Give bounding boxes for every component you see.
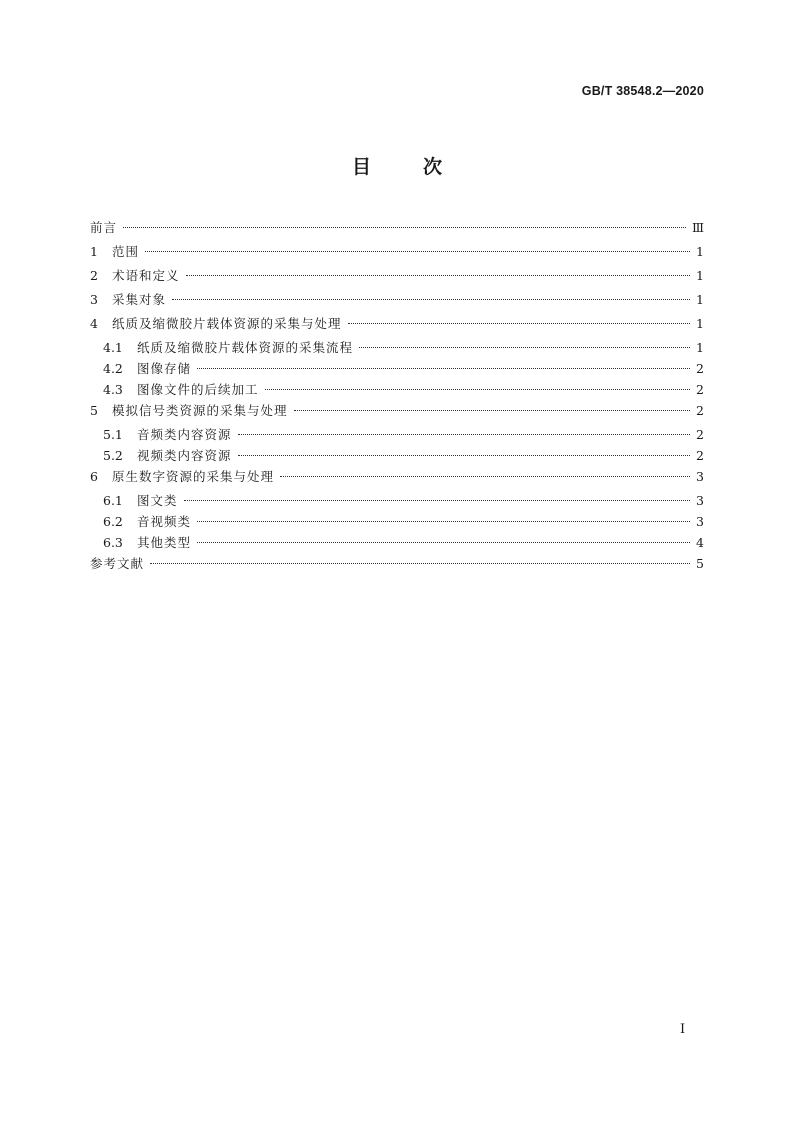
toc-entry-label: 前言 bbox=[90, 220, 118, 235]
toc-entry[interactable] bbox=[90, 490, 704, 511]
toc-entry-page: 1 bbox=[696, 268, 704, 283]
toc-entry-label: 图像存储 bbox=[137, 361, 192, 376]
toc-entry-number: 6.3 bbox=[103, 535, 123, 550]
toc-entry-page: 2 bbox=[696, 361, 704, 376]
toc-dot-leader bbox=[150, 563, 690, 564]
toc-entry-label: 纸质及缩微胶片载体资源的采集流程 bbox=[137, 340, 354, 355]
toc-entry[interactable] bbox=[90, 424, 704, 445]
toc-entry[interactable] bbox=[90, 241, 704, 265]
toc-entry-number: 6 bbox=[90, 469, 98, 484]
toc-entry[interactable] bbox=[90, 532, 704, 553]
toc-entry-number: 4.2 bbox=[103, 361, 123, 376]
page-title bbox=[0, 152, 794, 179]
toc-entry-page: 3 bbox=[696, 493, 704, 508]
toc-entry-label: 视频类内容资源 bbox=[137, 448, 232, 463]
toc-dot-leader bbox=[197, 542, 690, 543]
toc-entry-page: 2 bbox=[696, 382, 704, 397]
toc-entry-page: Ⅲ bbox=[691, 220, 704, 235]
toc-entry-page: 5 bbox=[696, 556, 704, 571]
title-char-2: 次 bbox=[423, 156, 443, 178]
toc-dot-leader bbox=[197, 368, 690, 369]
toc-entry-page: 2 bbox=[696, 427, 704, 442]
toc-entry-page: 2 bbox=[696, 403, 704, 418]
toc-entry[interactable] bbox=[90, 553, 704, 577]
toc-entry-label: 参考文献 bbox=[90, 556, 145, 571]
toc-entry-page: 1 bbox=[696, 292, 704, 307]
standard-code: GB/T 38548.2—2020 bbox=[581, 84, 704, 98]
toc-entry-page: 1 bbox=[696, 316, 704, 331]
toc-entry-label: 原生数字资源的采集与处理 bbox=[112, 469, 275, 484]
toc-entry-number: 3 bbox=[90, 292, 98, 307]
toc-dot-leader bbox=[280, 476, 690, 477]
toc-dot-leader bbox=[238, 455, 690, 456]
toc-entry-number: 1 bbox=[90, 244, 98, 259]
toc-entry-number: 4 bbox=[90, 316, 98, 331]
toc-entry-page: 1 bbox=[696, 244, 704, 259]
toc-entry-label: 采集对象 bbox=[112, 292, 167, 307]
toc-entry[interactable] bbox=[90, 445, 704, 466]
toc-entry-label: 音频类内容资源 bbox=[137, 427, 232, 442]
toc-entry-page: 3 bbox=[696, 514, 704, 529]
toc-dot-leader bbox=[123, 227, 686, 228]
toc-dot-leader bbox=[172, 299, 690, 300]
toc-entry-label: 范围 bbox=[112, 244, 140, 259]
toc-dot-leader bbox=[197, 521, 690, 522]
toc-entry-label: 图文类 bbox=[137, 493, 178, 508]
toc-dot-leader bbox=[184, 500, 690, 501]
toc-entry[interactable] bbox=[90, 289, 704, 313]
toc-dot-leader bbox=[359, 347, 690, 348]
toc-dot-leader bbox=[348, 323, 690, 324]
toc-entry-label: 术语和定义 bbox=[112, 268, 180, 283]
toc-dot-leader bbox=[145, 251, 690, 252]
toc-entry[interactable] bbox=[90, 337, 704, 358]
toc-entry-number: 4.1 bbox=[103, 340, 123, 355]
toc-dot-leader bbox=[265, 389, 690, 390]
page-number: I bbox=[680, 1022, 686, 1037]
toc-entry-number: 5 bbox=[90, 403, 98, 418]
toc-entry-label: 其他类型 bbox=[137, 535, 192, 550]
toc-entry[interactable] bbox=[90, 466, 704, 490]
toc-entry-label: 图像文件的后续加工 bbox=[137, 382, 259, 397]
toc-entry-label: 音视频类 bbox=[137, 514, 192, 529]
title-char-1: 目 bbox=[351, 156, 371, 178]
toc-entry-page: 1 bbox=[696, 340, 704, 355]
toc-entry-page: 2 bbox=[696, 448, 704, 463]
toc-entry[interactable] bbox=[90, 358, 704, 379]
table-of-contents bbox=[90, 217, 704, 577]
toc-dot-leader bbox=[294, 410, 690, 411]
toc-entry[interactable] bbox=[90, 400, 704, 424]
toc-entry[interactable] bbox=[90, 511, 704, 532]
toc-entry-number: 6.1 bbox=[103, 493, 123, 508]
toc-entry-number: 5.2 bbox=[103, 448, 123, 463]
toc-entry-page: 4 bbox=[696, 535, 704, 550]
toc-entry[interactable] bbox=[90, 313, 704, 337]
toc-entry-number: 5.1 bbox=[103, 427, 123, 442]
toc-entry-page: 3 bbox=[696, 469, 704, 484]
toc-entry-number: 4.3 bbox=[103, 382, 123, 397]
toc-entry[interactable] bbox=[90, 379, 704, 400]
toc-entry[interactable] bbox=[90, 217, 704, 241]
toc-entry-number: 2 bbox=[90, 268, 98, 283]
toc-entry-label: 纸质及缩微胶片载体资源的采集与处理 bbox=[112, 316, 342, 331]
toc-dot-leader bbox=[186, 275, 690, 276]
toc-entry-number: 6.2 bbox=[103, 514, 123, 529]
toc-entry-label: 模拟信号类资源的采集与处理 bbox=[112, 403, 288, 418]
toc-entry[interactable] bbox=[90, 265, 704, 289]
toc-dot-leader bbox=[238, 434, 690, 435]
